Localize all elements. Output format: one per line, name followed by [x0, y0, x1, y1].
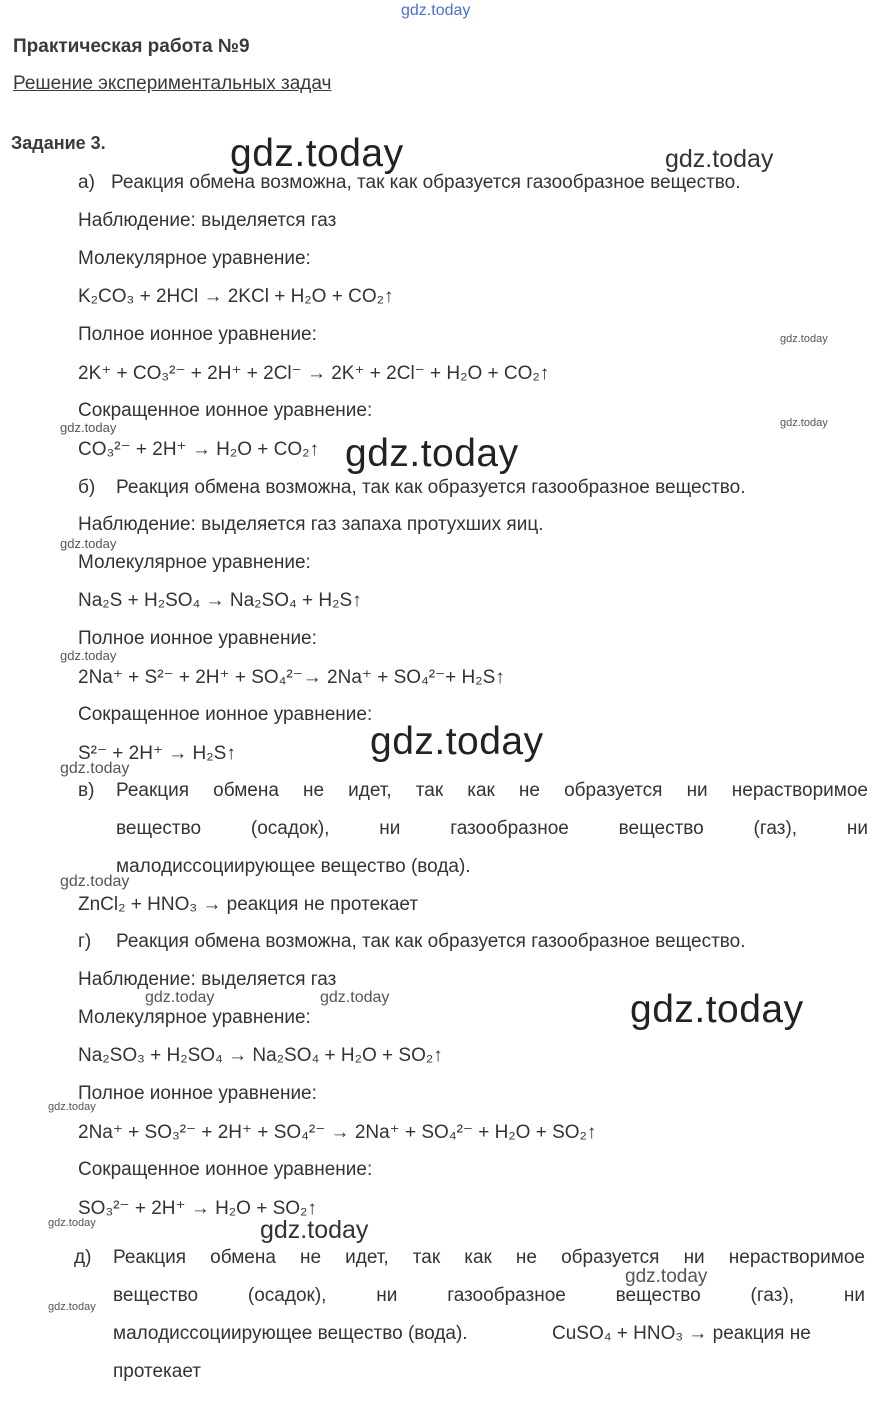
- section-a-marker: а): [78, 172, 95, 193]
- section-a-short-label: Сокращенное ионное уравнение:: [78, 400, 373, 421]
- section-g-molecular-label: Молекулярное уравнение:: [78, 1007, 311, 1028]
- watermark: gdz.today: [60, 760, 130, 777]
- watermark: gdz.today: [60, 873, 130, 890]
- watermark: gdz.today: [625, 1266, 708, 1287]
- section-a-full-equation: 2K⁺ + CO₃²⁻ + 2H⁺ + 2Cl⁻ → 2K⁺ + 2Cl⁻ + H₂O + CO₂↑: [78, 363, 550, 384]
- section-g-full-equation: 2Na⁺ + SO₃²⁻ + 2H⁺ + SO₄²⁻ → 2Na⁺ + SO₄²⁻ + H₂O + SO₂↑: [78, 1122, 597, 1143]
- site-watermark-top: gdz.today: [401, 2, 471, 19]
- section-b-molecular-equation: Na₂S + H₂SO₄ → Na₂SO₄ + H₂S↑: [78, 590, 362, 611]
- section-a-text: Реакция обмена возможна, так как образуется газообразное вещество.: [111, 172, 741, 193]
- watermark: gdz.today: [370, 720, 544, 763]
- page-title: Практическая работа №9: [13, 36, 250, 57]
- watermark: gdz.today: [780, 417, 828, 429]
- section-b-molecular-label: Молекулярное уравнение:: [78, 552, 311, 573]
- section-b-short-label: Сокращенное ионное уравнение:: [78, 704, 373, 725]
- watermark: gdz.today: [60, 536, 117, 551]
- watermark: gdz.today: [780, 333, 828, 345]
- section-g-marker: г): [78, 931, 92, 952]
- section-a-observation: Наблюдение: выделяется газ: [78, 210, 337, 231]
- watermark: gdz.today: [230, 132, 404, 175]
- watermark: gdz.today: [145, 989, 215, 1006]
- watermark: gdz.today: [630, 988, 804, 1031]
- section-v-marker: в): [78, 780, 95, 801]
- section-b-observation: Наблюдение: выделяется газ запаха протухших яиц.: [78, 514, 544, 535]
- section-g-molecular-equation: Na₂SO₃ + H₂SO₄ → Na₂SO₄ + H₂O + SO₂↑: [78, 1045, 443, 1066]
- section-d-inline-equation: CuSO₄ + HNO₃ → реакция не: [552, 1323, 811, 1344]
- watermark: gdz.today: [345, 432, 519, 475]
- section-a-molecular-equation: K₂CO₃ + 2HCl → 2KCl + H₂O + CO₂↑: [78, 286, 394, 307]
- section-g-full-label: Полное ионное уравнение:: [78, 1083, 317, 1104]
- watermark: gdz.today: [665, 145, 774, 173]
- section-b-marker: б): [78, 477, 96, 498]
- section-g-short-label: Сокращенное ионное уравнение:: [78, 1159, 373, 1180]
- section-g-short-equation: SO₃²⁻ + 2H⁺ → H₂O + SO₂↑: [78, 1198, 317, 1219]
- section-d-text-line4: протекает: [113, 1361, 201, 1382]
- watermark: gdz.today: [60, 648, 117, 663]
- section-d-text-line1: Реакция обмена не идет, так как не образуется ни нерастворимое: [113, 1247, 865, 1268]
- section-a-full-label: Полное ионное уравнение:: [78, 324, 317, 345]
- section-a-molecular-label: Молекулярное уравнение:: [78, 248, 311, 269]
- section-b-text: Реакция обмена возможна, так как образуется газообразное вещество.: [116, 477, 746, 498]
- section-b-full-equation: 2Na⁺ + S²⁻ + 2H⁺ + SO₄²⁻→ 2Na⁺ + SO₄²⁻+ H₂S↑: [78, 667, 505, 688]
- task-heading: Задание 3.: [11, 133, 106, 153]
- watermark: gdz.today: [48, 1301, 96, 1313]
- section-v-text-line2: вещество (осадок), ни газообразное вещество (газ), ни: [116, 818, 868, 839]
- section-v-molecular-equation: ZnCl₂ + HNO₃ → реакция не протекает: [78, 894, 419, 915]
- section-b-short-equation: S²⁻ + 2H⁺ → H₂S↑: [78, 743, 236, 764]
- page-subtitle: Решение экспериментальных задач: [13, 73, 332, 94]
- section-v-text-line3: малодиссоциирующее вещество (вода).: [116, 856, 471, 877]
- watermark: gdz.today: [48, 1101, 96, 1113]
- section-b-full-label: Полное ионное уравнение:: [78, 628, 317, 649]
- watermark: gdz.today: [60, 420, 117, 435]
- watermark: gdz.today: [260, 1216, 369, 1244]
- section-d-text-line2: вещество (осадок), ни газообразное вещество (газ), ни: [113, 1285, 865, 1306]
- section-g-observation: Наблюдение: выделяется газ: [78, 969, 337, 990]
- section-a-short-equation: CO₃²⁻ + 2H⁺ → H₂O + CO₂↑: [78, 439, 320, 460]
- section-d-marker: д): [74, 1247, 92, 1268]
- section-v-text-line1: Реакция обмена не идет, так как не образуется ни нерастворимое: [116, 780, 868, 801]
- watermark: gdz.today: [320, 989, 390, 1006]
- watermark: gdz.today: [48, 1217, 96, 1229]
- section-d-text-line3: малодиссоциирующее вещество (вода).: [113, 1323, 468, 1344]
- section-g-text: Реакция обмена возможна, так как образуется газообразное вещество.: [116, 931, 746, 952]
